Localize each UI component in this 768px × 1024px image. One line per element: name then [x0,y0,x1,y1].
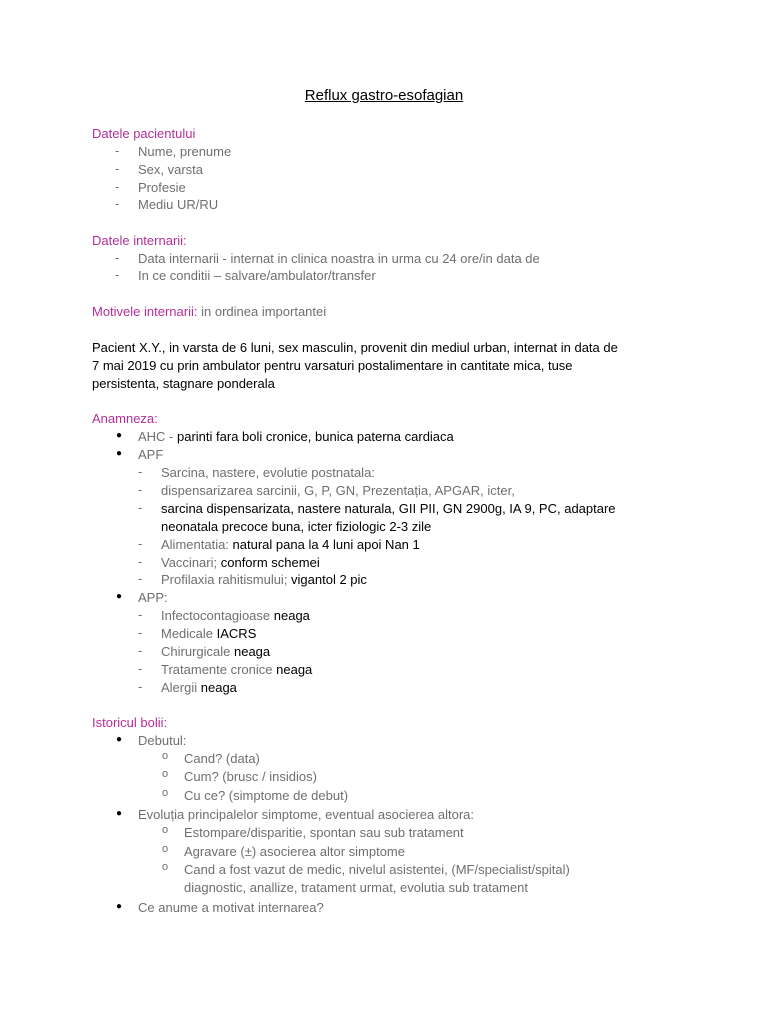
circle-bullet: o [162,824,169,836]
dash-bullet: - [138,679,143,694]
patient-item: Profesie [138,180,186,195]
anamnesis-section-heading: Anamneza: [92,411,158,426]
app-item-value: neaga [200,680,237,695]
apf-item-label: Vaccinari; [161,555,221,570]
app-item-label: Alergii [161,680,201,695]
dash-bullet: - [138,607,143,622]
apf-item-value: neonatala precoce buna, icter fiziologic 2-3 zile [161,519,432,534]
bullet-dot: ● [116,448,123,459]
apf-item [161,536,420,554]
document-title: Reflux gastro-esofagian [304,87,464,104]
apf-item-value: vigantol 2 pic [291,572,367,587]
admission-item: In ce conditii – salvare/ambulator/transfer [138,268,376,283]
circle-bullet: o [162,861,169,873]
ahc-value: parinti fara boli cronice, bunica paterna cardiaca [177,429,454,444]
onset-label: Debutul: [138,733,187,748]
evolution-item: Estompare/disparitie, spontan sau sub tratament [184,825,464,840]
patient-item: Nume, prenume [138,144,232,159]
reasons-paragraph-line: 7 mai 2019 cu prin ambulator pentru varsaturi postalimentare in cantitate mica, tuse [92,358,573,373]
app-item-value: neaga [276,662,313,677]
apf-item-value: sarcina dispensarizata, nastere naturala, GII PII, GN 2900g, IA 9, PC, adaptare [161,501,616,516]
apf-item-label: dispensarizarea sarcinii, G, P, GN, Prezentația, APGAR, icter, [161,483,515,498]
reasons-paragraph-line: Pacient X.Y., in varsta de 6 luni, sex masculin, provenit din mediul urban, internat in data de [92,340,618,355]
circle-bullet: o [162,787,169,799]
dash-bullet: - [115,196,120,211]
app-item-label: Tratamente cronice [161,662,277,677]
apf-item-value: natural pana la 4 luni apoi Nan 1 [232,537,420,552]
patient-section-heading: Datele pacientului [92,126,196,141]
evolution-item: Cand a fost vazut de medic, nivelul asistentei, (MF/specialist/spital) [184,862,570,877]
patient-item: Sex, varsta [138,162,204,177]
apf-item-continuation [161,518,431,536]
apf-item-value: conform schemei [220,555,320,570]
motivation-label: Ce anume a motivat internarea? [138,900,324,915]
circle-bullet: o [162,750,169,762]
reasons-section-heading: Motivele internarii: [92,304,198,319]
ahc-line [138,428,454,446]
dash-bullet: - [138,500,143,515]
apf-item-label: Profilaxia rahitismului; [161,572,292,587]
patient-item: Mediu UR/RU [138,197,219,212]
dash-bullet: - [138,625,143,640]
apf-item [161,464,375,482]
app-item [161,625,256,643]
evolution-item-continuation: diagnostic, anallize, tratament urmat, evolutia sub tratament [184,880,528,895]
app-item [161,661,312,679]
dash-bullet: - [115,161,120,176]
bullet-dot: ● [116,430,123,441]
history-section-heading: Istoricul bolii: [92,715,168,730]
reasons-paragraph-line: persistenta, stagnare ponderala [92,376,275,391]
apf-label: APF [138,447,164,462]
ahc-label: AHC - [138,429,177,444]
dash-bullet: - [115,143,120,158]
admission-section-heading: Datele internarii: [92,233,187,248]
onset-item: Cum? (brusc / insidios) [184,769,317,784]
circle-bullet: o [162,768,169,780]
bullet-dot: ● [116,808,123,819]
apf-item-label: Alimentatia: [161,537,233,552]
dash-bullet: - [138,661,143,676]
app-item-label: Medicale [161,626,217,641]
app-item-label: Chirurgicale [161,644,234,659]
app-item-value: neaga [233,644,271,659]
app-label: APP: [138,590,168,605]
apf-item [161,554,320,572]
dash-bullet: - [138,643,143,658]
evolution-item: Agravare (±) asocierea altor simptome [184,844,405,859]
bullet-dot: ● [116,734,123,745]
app-item [161,643,270,661]
dash-bullet: - [115,250,120,265]
bullet-dot: ● [116,591,123,602]
dash-bullet: - [115,179,120,194]
apf-item [161,482,515,500]
apf-item-label: Sarcina, nastere, evolutie postnatala: [161,465,375,480]
dash-bullet: - [138,571,143,586]
dash-bullet: - [138,554,143,569]
dash-bullet: - [138,464,143,479]
dash-bullet: - [138,536,143,551]
apf-item [161,500,616,518]
circle-bullet: o [162,843,169,855]
dash-bullet: - [138,482,143,497]
app-item [161,679,237,697]
app-item-value: neaga [273,608,310,623]
apf-item [161,571,367,589]
reasons-heading-line [92,303,326,321]
onset-item: Cu ce? (simptome de debut) [184,788,349,803]
onset-item: Cand? (data) [184,751,260,766]
evolution-label: Evoluția principalelor simptome, eventual asocierea altora: [138,807,475,822]
app-item [161,607,310,625]
dash-bullet: - [115,267,120,282]
reasons-note: in ordinea importantei [197,304,327,319]
app-item-label: Infectocontagioase [161,608,274,623]
admission-item: Data internarii - internat in clinica noastra in urma cu 24 ore/in data de [138,251,540,266]
app-item-value: IACRS [216,626,257,641]
bullet-dot: ● [116,901,123,912]
